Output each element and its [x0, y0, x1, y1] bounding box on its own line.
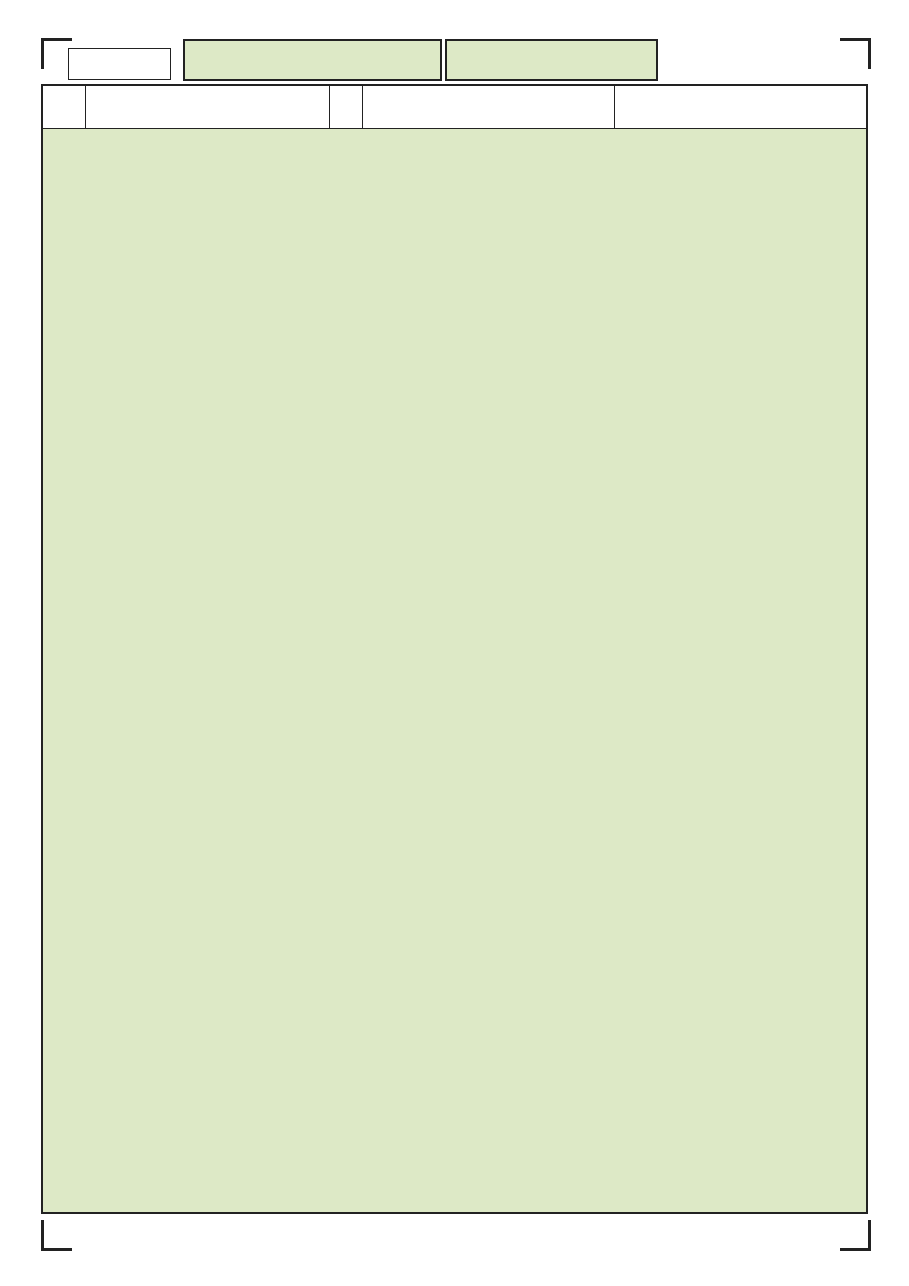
form-title-box [68, 48, 171, 80]
barcode [678, 36, 828, 70]
dic-field[interactable] [183, 39, 442, 81]
col-header-b [86, 86, 330, 128]
ico-field[interactable] [445, 39, 658, 81]
col-header-a [43, 86, 86, 128]
corner-mark-bottom-left [41, 1220, 72, 1251]
corner-mark-top-right [840, 38, 871, 69]
corner-mark-bottom-right [840, 1220, 871, 1251]
col-header-e [615, 86, 868, 128]
col-header-c [330, 86, 363, 128]
col-header-d [363, 86, 615, 128]
table-header [43, 86, 866, 129]
balance-sheet-table [41, 84, 868, 1214]
